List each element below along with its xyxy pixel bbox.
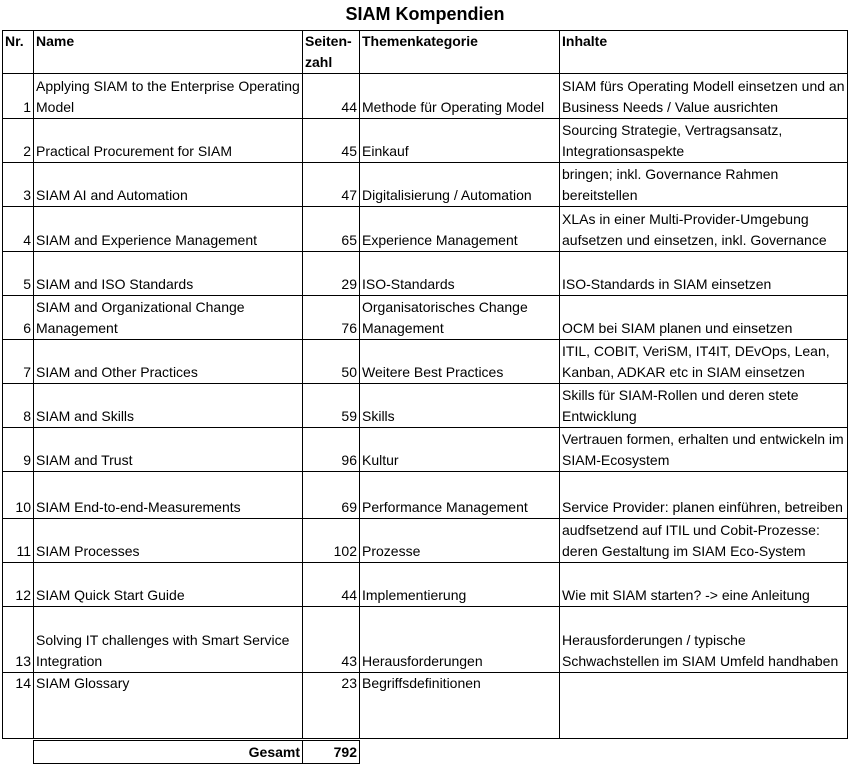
row-inhalte: Skills für SIAM-Rollen und deren stete Entwicklung — [560, 384, 848, 428]
row-inhalte: ISO-Standards in SIAM einsetzen — [560, 252, 848, 296]
row-seitenzahl: 96 — [303, 428, 360, 472]
total-value: 792 — [303, 741, 360, 764]
row-seitenzahl: 45 — [303, 119, 360, 163]
row-seitenzahl: 76 — [303, 296, 360, 340]
row-inhalte: XLAs in einer Multi-Provider-Umgebung aufsetzen und einsetzen, inkl. Governance — [560, 207, 848, 252]
row-number: 3 — [3, 163, 34, 207]
header-nr: Nr. — [3, 31, 34, 74]
row-seitenzahl: 102 — [303, 519, 360, 563]
row-number: 5 — [3, 252, 34, 296]
table-row — [3, 340, 848, 384]
row-name: Practical Procurement for SIAM — [34, 119, 303, 163]
total-table — [33, 740, 360, 764]
row-themenkategorie: Implementierung — [360, 563, 560, 607]
header-seitenzahl-line2: zahl — [305, 54, 333, 70]
row-themenkategorie: Digitalisierung / Automation — [360, 163, 560, 207]
row-name: SIAM and Skills — [34, 384, 303, 428]
row-seitenzahl: 59 — [303, 384, 360, 428]
row-inhalte: Sourcing Strategie, Vertragsansatz, Integrationsaspekte — [560, 119, 848, 163]
table-row — [3, 163, 848, 207]
row-seitenzahl: 44 — [303, 563, 360, 607]
table-row — [3, 252, 848, 296]
header-seitenzahl-line1: Seiten- — [305, 33, 352, 49]
table-row — [3, 519, 848, 563]
row-name: SIAM and Other Practices — [34, 340, 303, 384]
row-themenkategorie: Experience Management — [360, 207, 560, 252]
row-name: SIAM and Trust — [34, 428, 303, 472]
header-seitenzahl — [303, 31, 360, 74]
row-number: 12 — [3, 563, 34, 607]
row-inhalte: audfsetzend auf ITIL und Cobit-Prozesse: deren Gestaltung im SIAM Eco-System — [560, 519, 848, 563]
kompendien-table — [2, 30, 848, 739]
table-row — [3, 207, 848, 252]
row-number: 6 — [3, 296, 34, 340]
row-number: 10 — [3, 472, 34, 519]
row-name: Applying SIAM to the Enterprise Operating Model — [34, 74, 303, 119]
total-row — [34, 741, 360, 764]
row-number: 4 — [3, 207, 34, 252]
row-name: SIAM End-to-end-Measurements — [34, 472, 303, 519]
row-seitenzahl: 65 — [303, 207, 360, 252]
row-themenkategorie: Weitere Best Practices — [360, 340, 560, 384]
row-inhalte: Wie mit SIAM starten? -> eine Anleitung — [560, 563, 848, 607]
row-inhalte: Herausforderungen / typische Schwachstellen im SIAM Umfeld handhaben — [560, 607, 848, 673]
table-row — [3, 472, 848, 519]
row-number: 8 — [3, 384, 34, 428]
page-title: SIAM Kompendien — [345, 4, 505, 24]
table-row — [3, 74, 848, 119]
row-seitenzahl: 29 — [303, 252, 360, 296]
total-label: Gesamt — [34, 741, 303, 764]
row-themenkategorie: Skills — [360, 384, 560, 428]
row-number: 2 — [3, 119, 34, 163]
row-number: 14 — [3, 673, 34, 739]
row-name: SIAM and Experience Management — [34, 207, 303, 252]
header-name: Name — [34, 31, 303, 74]
row-inhalte — [560, 673, 848, 739]
row-number: 1 — [3, 74, 34, 119]
row-themenkategorie: Einkauf — [360, 119, 560, 163]
row-inhalte: Vertrauen formen, erhalten und entwickeln im SIAM-Ecosystem — [560, 428, 848, 472]
table-row — [3, 673, 848, 739]
row-name: SIAM Processes — [34, 519, 303, 563]
row-name: SIAM Quick Start Guide — [34, 563, 303, 607]
header-inhalte: Inhalte — [560, 31, 848, 74]
row-seitenzahl: 43 — [303, 607, 360, 673]
table-row — [3, 563, 848, 607]
table-row — [3, 607, 848, 673]
row-themenkategorie: Prozesse — [360, 519, 560, 563]
table-row — [3, 296, 848, 340]
row-number: 11 — [3, 519, 34, 563]
header-themenkategorie: Themenkategorie — [360, 31, 560, 74]
row-number: 7 — [3, 340, 34, 384]
table-row — [3, 428, 848, 472]
row-name: Solving IT challenges with Smart Service Integration — [34, 607, 303, 673]
row-seitenzahl: 47 — [303, 163, 360, 207]
header-row — [3, 31, 848, 74]
row-name: SIAM Glossary — [34, 673, 303, 739]
row-inhalte: OCM bei SIAM planen und einsetzen — [560, 296, 848, 340]
row-inhalte: SIAM fürs Operating Modell einsetzen und an Business Needs / Value ausrichten — [560, 74, 848, 119]
row-number: 13 — [3, 607, 34, 673]
row-seitenzahl: 50 — [303, 340, 360, 384]
table-row — [3, 384, 848, 428]
row-name: SIAM AI and Automation — [34, 163, 303, 207]
row-inhalte: Service Provider: planen einführen, betreiben — [560, 472, 848, 519]
row-name: SIAM and Organizational Change Management — [34, 296, 303, 340]
table-row — [3, 119, 848, 163]
row-themenkategorie: Methode für Operating Model — [360, 74, 560, 119]
row-seitenzahl: 44 — [303, 74, 360, 119]
row-themenkategorie: Performance Management — [360, 472, 560, 519]
row-inhalte: ITIL, COBIT, VeriSM, IT4IT, DEvOps, Lean, Kanban, ADKAR etc in SIAM einsetzen — [560, 340, 848, 384]
row-name: SIAM and ISO Standards — [34, 252, 303, 296]
row-themenkategorie: Kultur — [360, 428, 560, 472]
row-themenkategorie: ISO-Standards — [360, 252, 560, 296]
row-themenkategorie: Organisatorisches Change Management — [360, 296, 560, 340]
row-number: 9 — [3, 428, 34, 472]
row-themenkategorie: Herausforderungen — [360, 607, 560, 673]
row-seitenzahl: 69 — [303, 472, 360, 519]
row-seitenzahl: 23 — [303, 673, 360, 739]
row-themenkategorie: Begriffsdefinitionen — [360, 673, 560, 739]
row-inhalte: bringen; inkl. Governance Rahmen bereitstellen — [560, 163, 848, 207]
